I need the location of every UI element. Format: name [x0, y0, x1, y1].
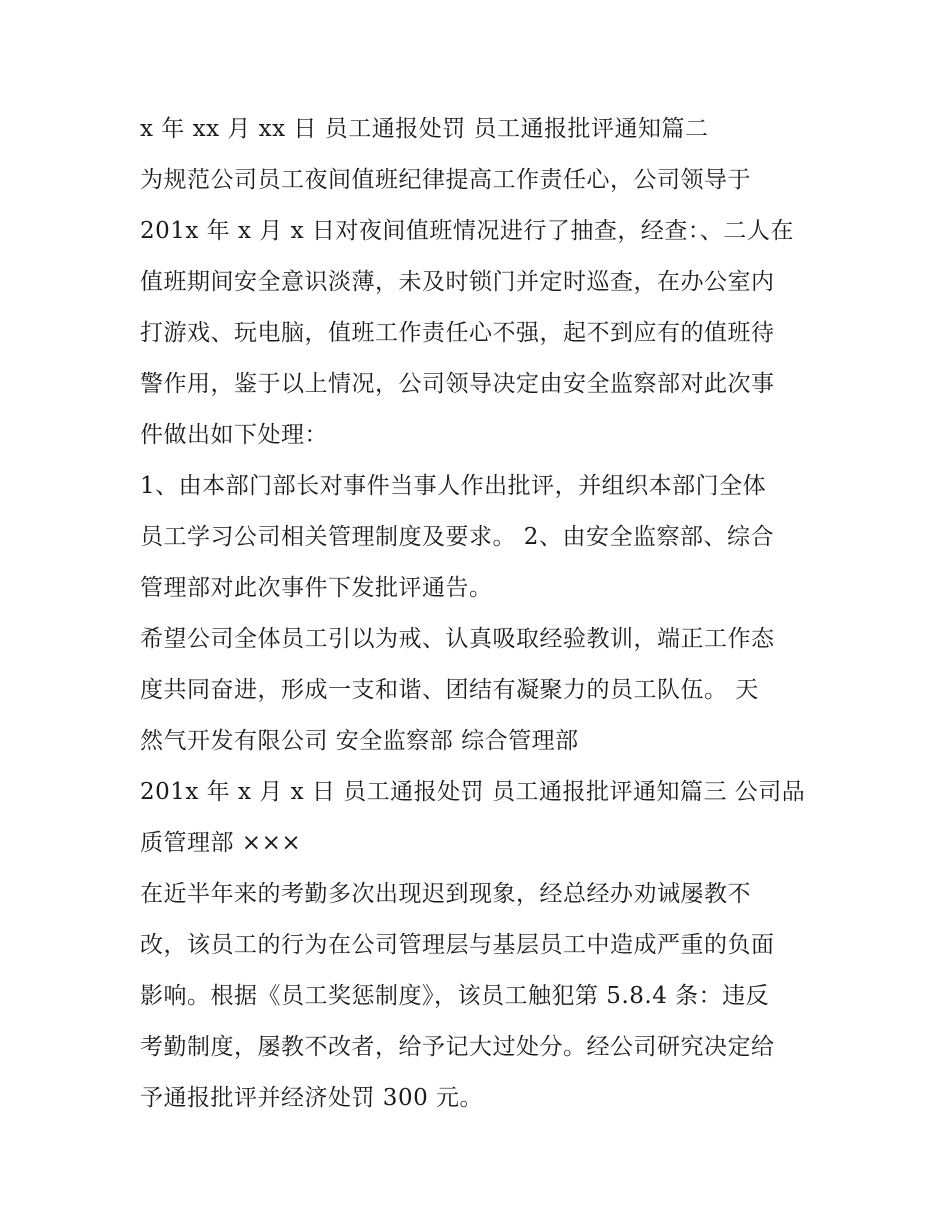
- text-line: 值班期间安全意识淡薄，未及时锁门并定时巡查，在办公室内: [140, 269, 775, 295]
- text-line: 警作用，鉴于以上情况，公司领导决定由安全监察部对此次事: [140, 371, 775, 397]
- text-line: 改，该员工的行为在公司管理层与基层员工中造成严重的负面: [140, 932, 775, 958]
- text-line: 员工学习公司相关管理制度及要求。 2、由安全监察部、综合: [140, 524, 774, 550]
- text-line: 影响。根据《员工奖惩制度》，该员工触犯第 5.8.4 条：违反: [140, 983, 770, 1009]
- text-line: 度共同奋进，形成一支和谐、团结有凝聚力的员工队伍。 天: [140, 677, 759, 703]
- text-line: 件做出如下处理：: [140, 422, 328, 448]
- text-line: x 年 xx 月 xx 日 员工通报处罚 员工通报批评通知篇二: [140, 116, 709, 142]
- text-line: 在近半年来的考勤多次出现迟到现象，经总经办劝诫屡教不: [140, 881, 751, 907]
- text-line: 质管理部 ×××: [140, 830, 302, 856]
- text-line: 打游戏、玩电脑，值班工作责任心不强，起不到应有的值班待: [140, 320, 775, 346]
- text-line: 考勤制度，屡教不改者，给予记大过处分。经公司研究决定给: [140, 1034, 775, 1060]
- text-line: 管理部对此次事件下发批评通告。: [140, 575, 493, 601]
- text-line: 予通报批评并经济处罚 300 元。: [140, 1085, 484, 1111]
- text-line: 希望公司全体员工引以为戒、认真吸取经验教训，端正工作态: [140, 626, 775, 652]
- text-line: 201x 年 x 月 x 日对夜间值班情况进行了抽查，经查：、二人在: [140, 218, 794, 244]
- document-body: [140, 104, 820, 1124]
- text-line: 1、由本部门部长对事件当事人作出批评，并组织本部门全体: [140, 473, 767, 499]
- text-line: 为规范公司员工夜间值班纪律提高工作责任心，公司领导于: [140, 167, 751, 193]
- text-line: 然气开发有限公司 安全监察部 综合管理部: [140, 728, 579, 754]
- text-line: 201x 年 x 月 x 日 员工通报处罚 员工通报批评通知篇三 公司品: [140, 779, 806, 805]
